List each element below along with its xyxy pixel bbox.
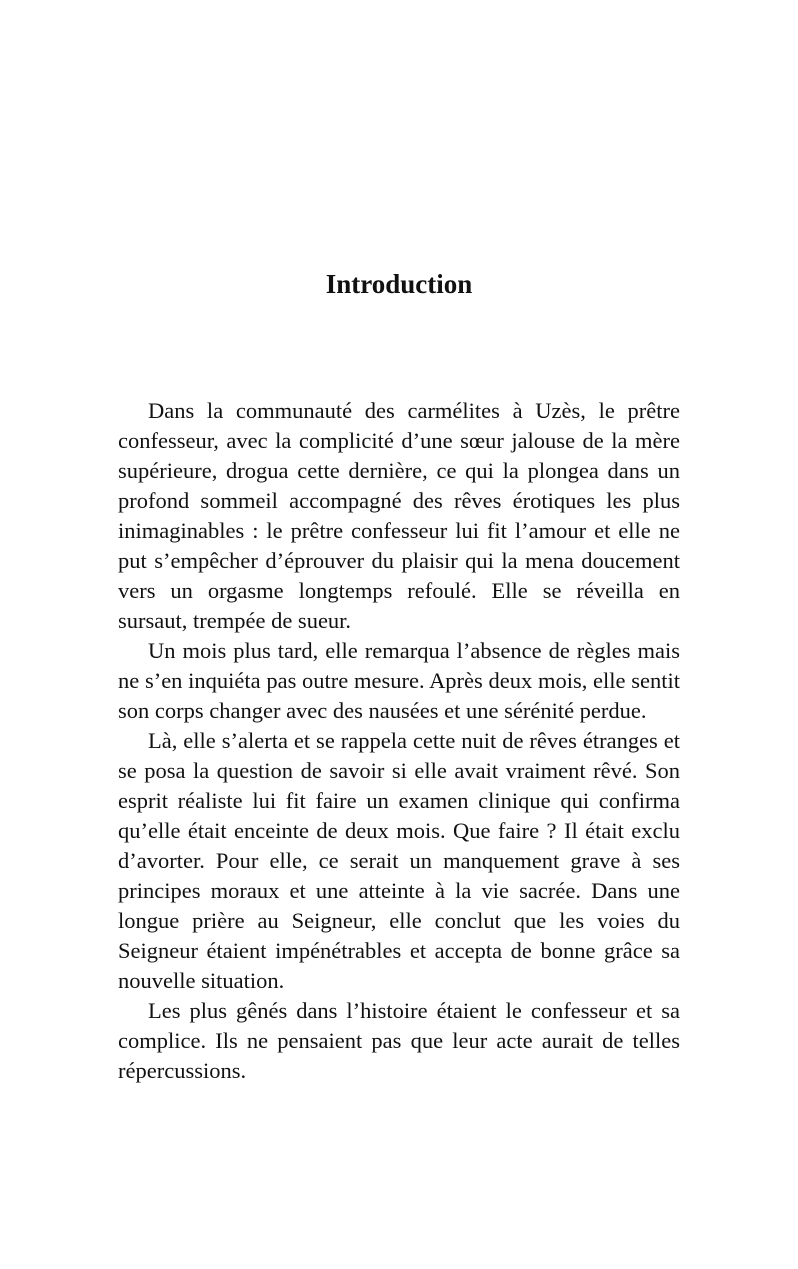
paragraph: Là, elle s’alerta et se rappela cette nuit de rêves étranges et se posa la question de savoir si elle avait vraiment rêvé. Son esprit réaliste lui fit faire un examen clinique qui confirma qu’elle était enceinte de deux mois. Que faire ? Il était exclu d’avorter. Pour elle, ce serait un manquement grave à ses principes moraux et une atteinte à la vie sacrée. Dans une longue prière au Seigneur, elle conclut que les voies du Seigneur étaient impénétrables et accepta de bonne grâce sa nouvelle situation. bbox=[118, 728, 680, 993]
paragraph: Dans la communauté des carmélites à Uzès, le prêtre confesseur, avec la complicité d’une sœur jalouse de la mère supérieure, drogua cette dernière, ce qui la plongea dans un profond sommeil accompagné des rêves érotiques les plus inimaginables : le prêtre confesseur lui fit l’amour et elle ne put s’empêcher d’éprouver du plaisir qui la mena doucement vers un orgasme longtemps refoulé. Elle se réveilla en sursaut, trempée de sueur. bbox=[118, 398, 680, 633]
chapter-body bbox=[118, 396, 680, 1086]
chapter-title: Introduction bbox=[325, 269, 473, 299]
paragraph: Les plus gênés dans l’histoire étaient le confesseur et sa complice. Ils ne pensaient pas que leur acte aurait de telles répercussions. bbox=[118, 998, 680, 1083]
paragraph: Un mois plus tard, elle remarqua l’absence de règles mais ne s’en inquiéta pas outre mesure. Après deux mois, elle sentit son corps changer avec des nausées et une sérénité perdue. bbox=[118, 638, 680, 723]
